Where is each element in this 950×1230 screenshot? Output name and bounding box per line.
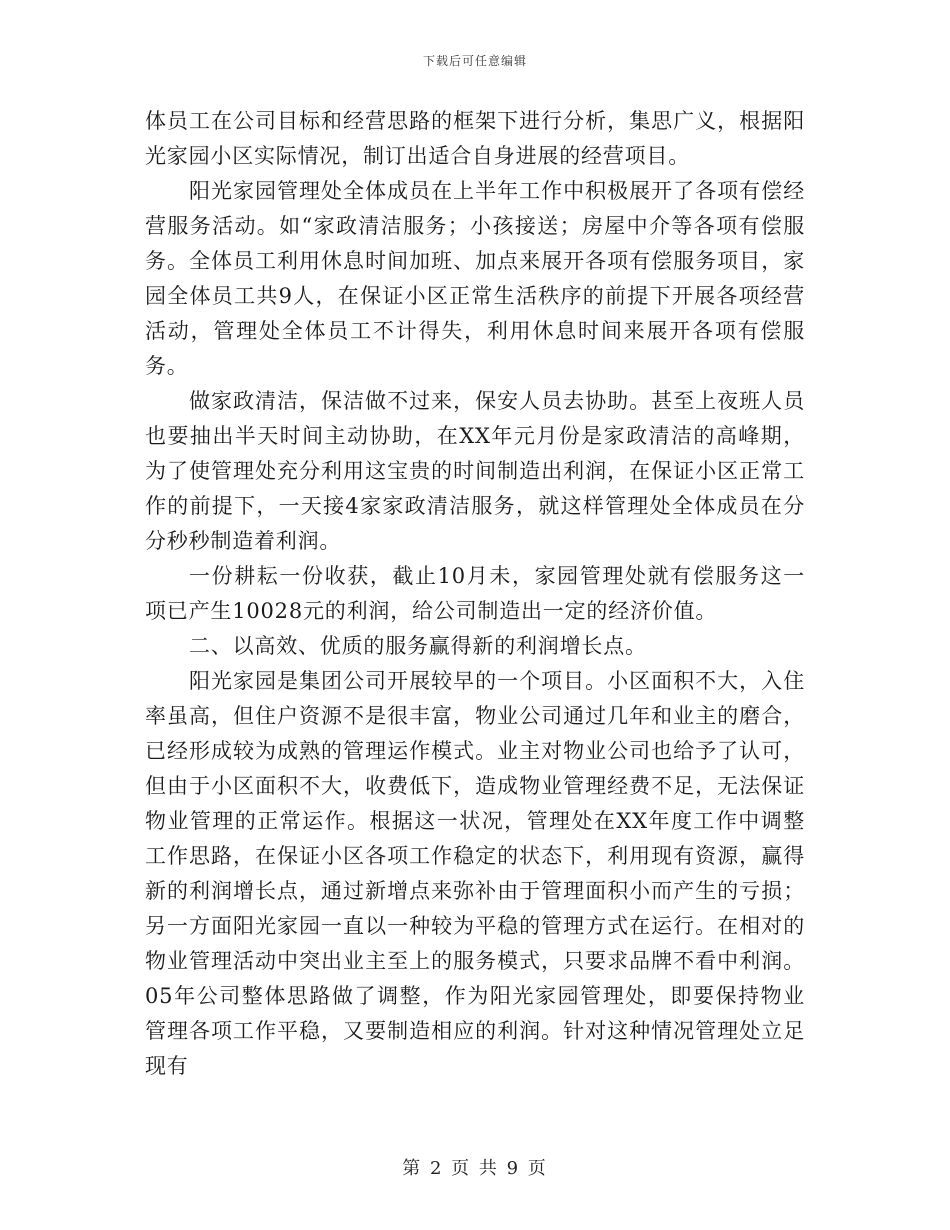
paragraph: 体员工在公司目标和经营思路的框架下进行分析，集思广义，根据阳光家园小区实际情况，制订出适合自身进展的经营项目。 [145, 109, 805, 168]
section-heading: 二、以高效、优质的服务赢得新的利润增长点。 [189, 634, 647, 658]
paragraph: 阳光家园管理处全体成员在上半年工作中积极展开了各项有偿经营服务活动。如“家政清洁服务；小孩接送；房屋中介等各项有偿服务。全体员工利用休息时间加班、加点来展开各项有偿服务项目，家园全体员工共9人，在保证小区正常生活秩序的前提下开展各项经营活动，管理处全体员工不计得失，利用休息时间来展开各项有偿服务。 [145, 179, 805, 378]
paragraph: 阳光家园是集团公司开展较早的一个项目。小区面积不大，入住率虽高，但住户资源不是很丰富，物业公司通过几年和业主的磨合，已经形成较为成熟的管理运作模式。业主对物业公司也给予了认可，但由于小区面积不大，收费低下，造成物业管理经费不足，无法保证物业管理的正常运作。根据这一状况，管理处在XX年度工作中调整工作思路，在保证小区各项工作稳定的状态下，利用现有资源，赢得新的利润增长点，通过新增点来弥补由于管理面积小而产生的亏损；另一方面阳光家园一直以一种较为平稳的管理方式在运行。在相对的物业管理活动中突出业主至上的服务模式，只要求品牌不看中利润。05年公司整体思路做了调整，作为阳光家园管理处，即要保持物业管理各项工作平稳，又要制造相应的利润。针对这种情况管理处立足现有 [145, 669, 805, 1078]
document-body [145, 104, 805, 1084]
paragraph: 一份耕耘一份收获，截止10月未，家园管理处就有偿服务这一项已产生10028元的利润，给公司制造出一定的经济价值。 [145, 564, 805, 623]
page-number-footer: 第 2 页 共 9 页 [402, 1158, 548, 1179]
page-header-note: 下载后可任意编辑 [422, 54, 527, 68]
paragraph: 做家政清洁，保洁做不过来，保安人员去协助。甚至上夜班人员也要抽出半天时间主动协助，在XX年元月份是家政清洁的高峰期，为了使管理处充分利用这宝贵的时间制造出利润，在保证小区正常工作的前提下，一天接4家家政清洁服务，就这样管理处全体成员在分分秒秒制造着利润。 [145, 389, 805, 553]
